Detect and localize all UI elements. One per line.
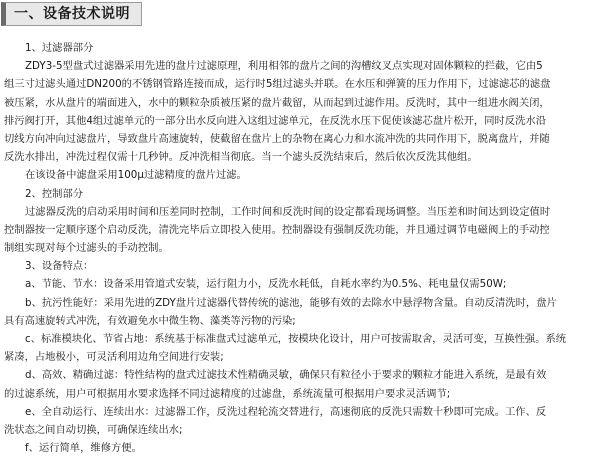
heading-filter-part: 1、过滤器部分 xyxy=(25,42,94,54)
feature-item-c: c、标准模块化、节省占地：系统基于标准盘式过滤单元，按模块化设计，用户可按需取舍，灵活可变，互换性强。系统 xyxy=(25,333,567,345)
paragraph-line: 反洗水排出，冲洗过程仅需十几秒钟。反冲洗相当彻底。当一个滤头反洗结束后，然后依次反洗其他组。 xyxy=(4,151,478,164)
feature-item-e: e、全自动运行、连续出水：过滤器工作，反洗过程轮流交替进行，高速彻底的反洗只需数十秒即可完成。工作、反 xyxy=(25,405,547,418)
heading-features: 3、设备特点： xyxy=(25,260,94,273)
paragraph-line: 制组实现对每个过滤头的手动控制。 xyxy=(4,242,169,255)
paragraph-line: 控制器按一定顺序逐个启动反洗，清洗完毕后立即投入使用。控制器设有强制反洗功能，并且通过调节电磁阀上的手动控 xyxy=(4,223,550,236)
paragraph-line: 组三寸过滤头通过DN200的不锈钢管路连接而成，运行时5组过滤头并联。在水压和弹簧的压力作用下，过滤滤芯的滤盘 xyxy=(4,78,551,91)
feature-item-d-cont: 的过滤系统，用户可根据用水要求选择不同过滤精度的过滤盘，系统流量可根据用户要求灵活调节; xyxy=(4,387,451,400)
paragraph-line: 切线方向冲向过滤盘片，导致盘片高速旋转，使截留在盘片上的杂物在离心力和水流冲洗的共同作用下，脱离盘片，并随 xyxy=(4,132,550,145)
paragraph-line: ZDY3-5型盘式过滤器采用先进的盘片过滤原理，利用相邻的盘片之间的沟槽纹叉点实现对固体颗粒的拦截，它由5 xyxy=(25,60,543,73)
feature-item-b-cont: 具有高速旋转式冲洗，有效避免水中微生物、藻类等污物的污染; xyxy=(4,314,296,327)
feature-item-d: d、高效、精确过滤：特性结构的盘式过滤技术性精确灵敏，确保只有粒径小于要求的颗粒才能进入系统，是最有效 xyxy=(25,369,547,382)
feature-item-c-cont: 紧凑，占地极小，可灵活利用边角空间进行安装; xyxy=(4,351,224,364)
feature-item-e-cont: 洗状态之间自动切换，可确保连续出水; xyxy=(4,423,183,436)
paragraph-line: 在该设备中滤盘采用100μ过滤精度的盘片过滤。 xyxy=(25,169,247,182)
heading-control-part: 2、控制部分 xyxy=(25,187,84,200)
feature-item-b: b、抗污性能好：采用先进的ZDY盘片过滤器代替传统的滤池，能够有效的去除水中悬浮物含量。自动反清洗时，盘片 xyxy=(25,296,557,309)
document-body xyxy=(4,39,594,457)
feature-item-f: f、运行简单，维修方便。 xyxy=(25,442,142,455)
feature-item-a: a、节能、节水：设备采用管道式安装，运行阻力小，反洗水耗低，自耗水率约为0.5%、耗电量仅需50W; xyxy=(25,278,507,291)
paragraph-line: 排污阀打开，其他4组过滤单元的一部分出水反向进入这组过滤单元，在反洗水压下促使该滤芯盘片松开，同时反洗水沿 xyxy=(4,114,546,127)
section-title: 一、设备技术说明 xyxy=(1,2,142,26)
paragraph-line: 过滤器反洗的启动采用时间和压差同时控制，工作时间和反洗时间的设定都看现场调整。当压差和时间达到设定值时 xyxy=(25,205,551,218)
paragraph-line: 被压紧，水从盘片的端面进入，水中的颗粒杂质被压紧的盘片截留，从而起到过滤作用。反洗时，其中一组进水阀关闭， xyxy=(4,96,550,109)
